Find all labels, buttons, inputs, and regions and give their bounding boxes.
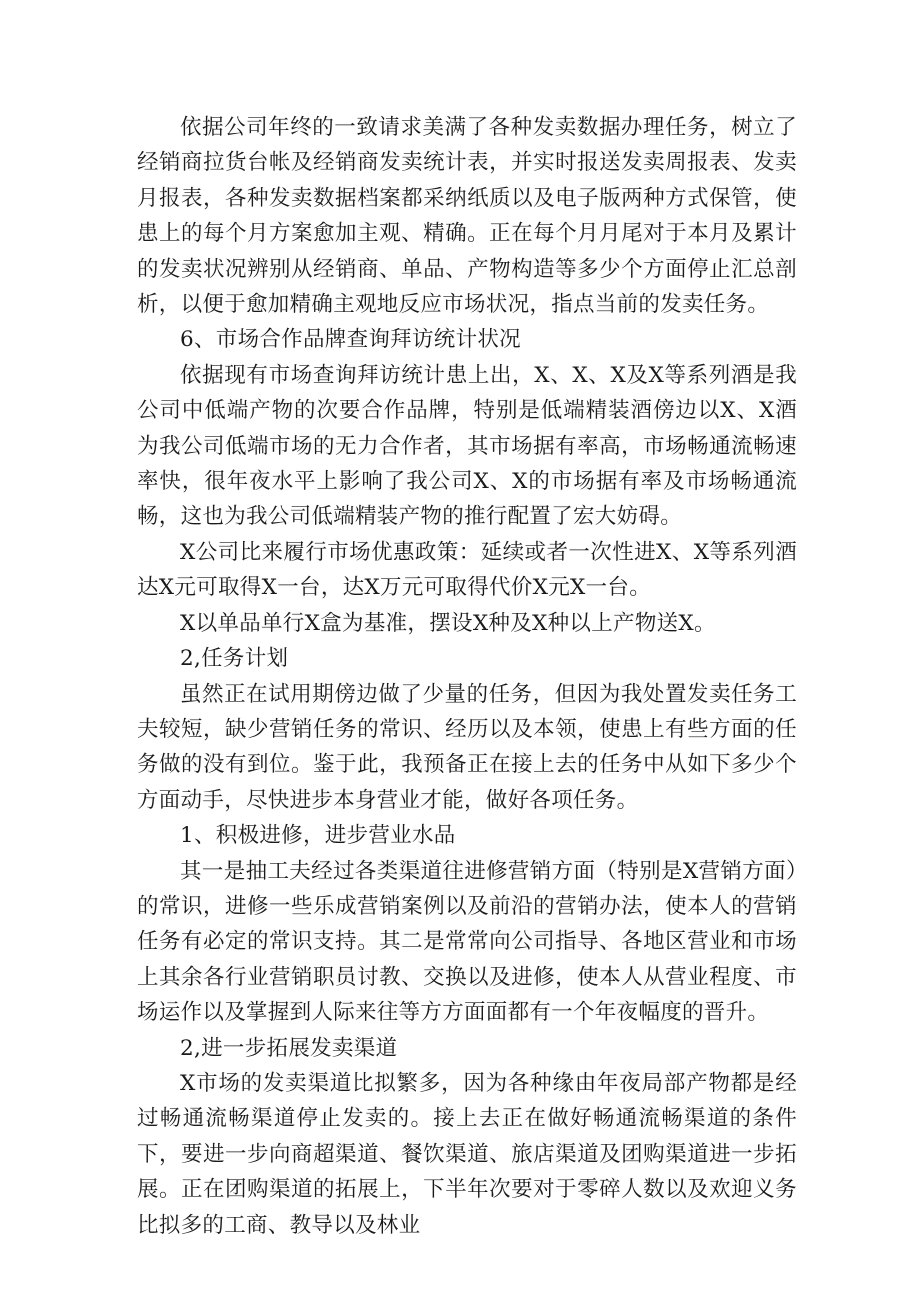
paragraph-expand-channels: X市场的发卖渠道比拟繁多，因为各种缘由年夜局部产物都是经过畅通流畅渠道停止发卖的。接上去正在做好畅通流畅渠道的条件下，要进一步向商超渠道、餐饮渠道、旅店渠道及团购渠道进一步拓展。正在团购渠道的拓展上，下半年次要对于零碎人数以及欢迎义务比拟多的工商、教导以及林业	[137, 1070, 797, 1238]
heading-expand-channels: 2,进一步拓展发卖渠道	[180, 1035, 398, 1061]
heading-work-plan: 2,任务计划	[180, 646, 289, 672]
heading-active-learning: 1、积极进修，进步营业水品	[180, 823, 456, 849]
paragraph-sales-data-management: 依据公司年终的一致请求美满了各种发卖数据办理任务，树立了经销商拉货台帐及经销商发卖统计表，并实时报送发卖周报表、发卖月报表，各种发卖数据档案都采纳纸质以及电子版两种方式保管，使患上的每个月方案愈加主观、精确。正在每个月月尾对于本月及累计的发卖状况辨别从经销商、单品、产物构造等多少个方面停止汇总剖析，以便于愈加精确主观地反应市场状况，指点当前的发卖任务。	[137, 115, 797, 318]
heading-competitor-survey: 6、市场合作品牌查询拜访统计状况	[180, 327, 521, 353]
paragraph-promotion-policy: X公司比来履行市场优惠政策：延续或者一次性进X、X等系列酒达X元可取得X一台，达X万元可取得代价X元X一台。	[137, 539, 797, 601]
document-page	[137, 110, 797, 1243]
paragraph-single-product-offer: X以单品单行X盒为基准，摆设X种及X种以上产物送X。	[180, 610, 716, 636]
paragraph-active-learning: 其一是抽工夫经过各类渠道往进修营销方面（特别是X营销方面）的常识，进修一些乐成营销案例以及前沿的营销办法，使本人的营销任务有必定的常识支持。其二是常常向公司指导、各地区营业和市场上其余各行业营销职员讨教、交换以及进修，使本人从营业程度、市场运作以及掌握到人际来往等方方面面都有一个年夜幅度的晋升。	[137, 858, 797, 1026]
paragraph-work-plan-intro: 虽然正在试用期傍边做了少量的任务，但因为我处置发卖任务工夫较短，缺少营销任务的常识、经历以及本领，使患上有些方面的任务做的没有到位。鉴于此，我预备正在接上去的任务中从如下多少个方面动手，尽快进步本身营业才能，做好各项任务。	[137, 681, 797, 813]
paragraph-competitor-brands: 依据现有市场查询拜访统计患上出，X、X、X及X等系列酒是我公司中低端产物的次要合作品牌，特别是低端精装酒傍边以X、X酒为我公司低端市场的无力合作者，其市场据有率高，市场畅通流畅速率快，很年夜水平上影响了我公司X、X的市场据有率及市场畅通流畅，这也为我公司低端精装产物的推行配置了宏大妨碍。	[137, 362, 797, 530]
